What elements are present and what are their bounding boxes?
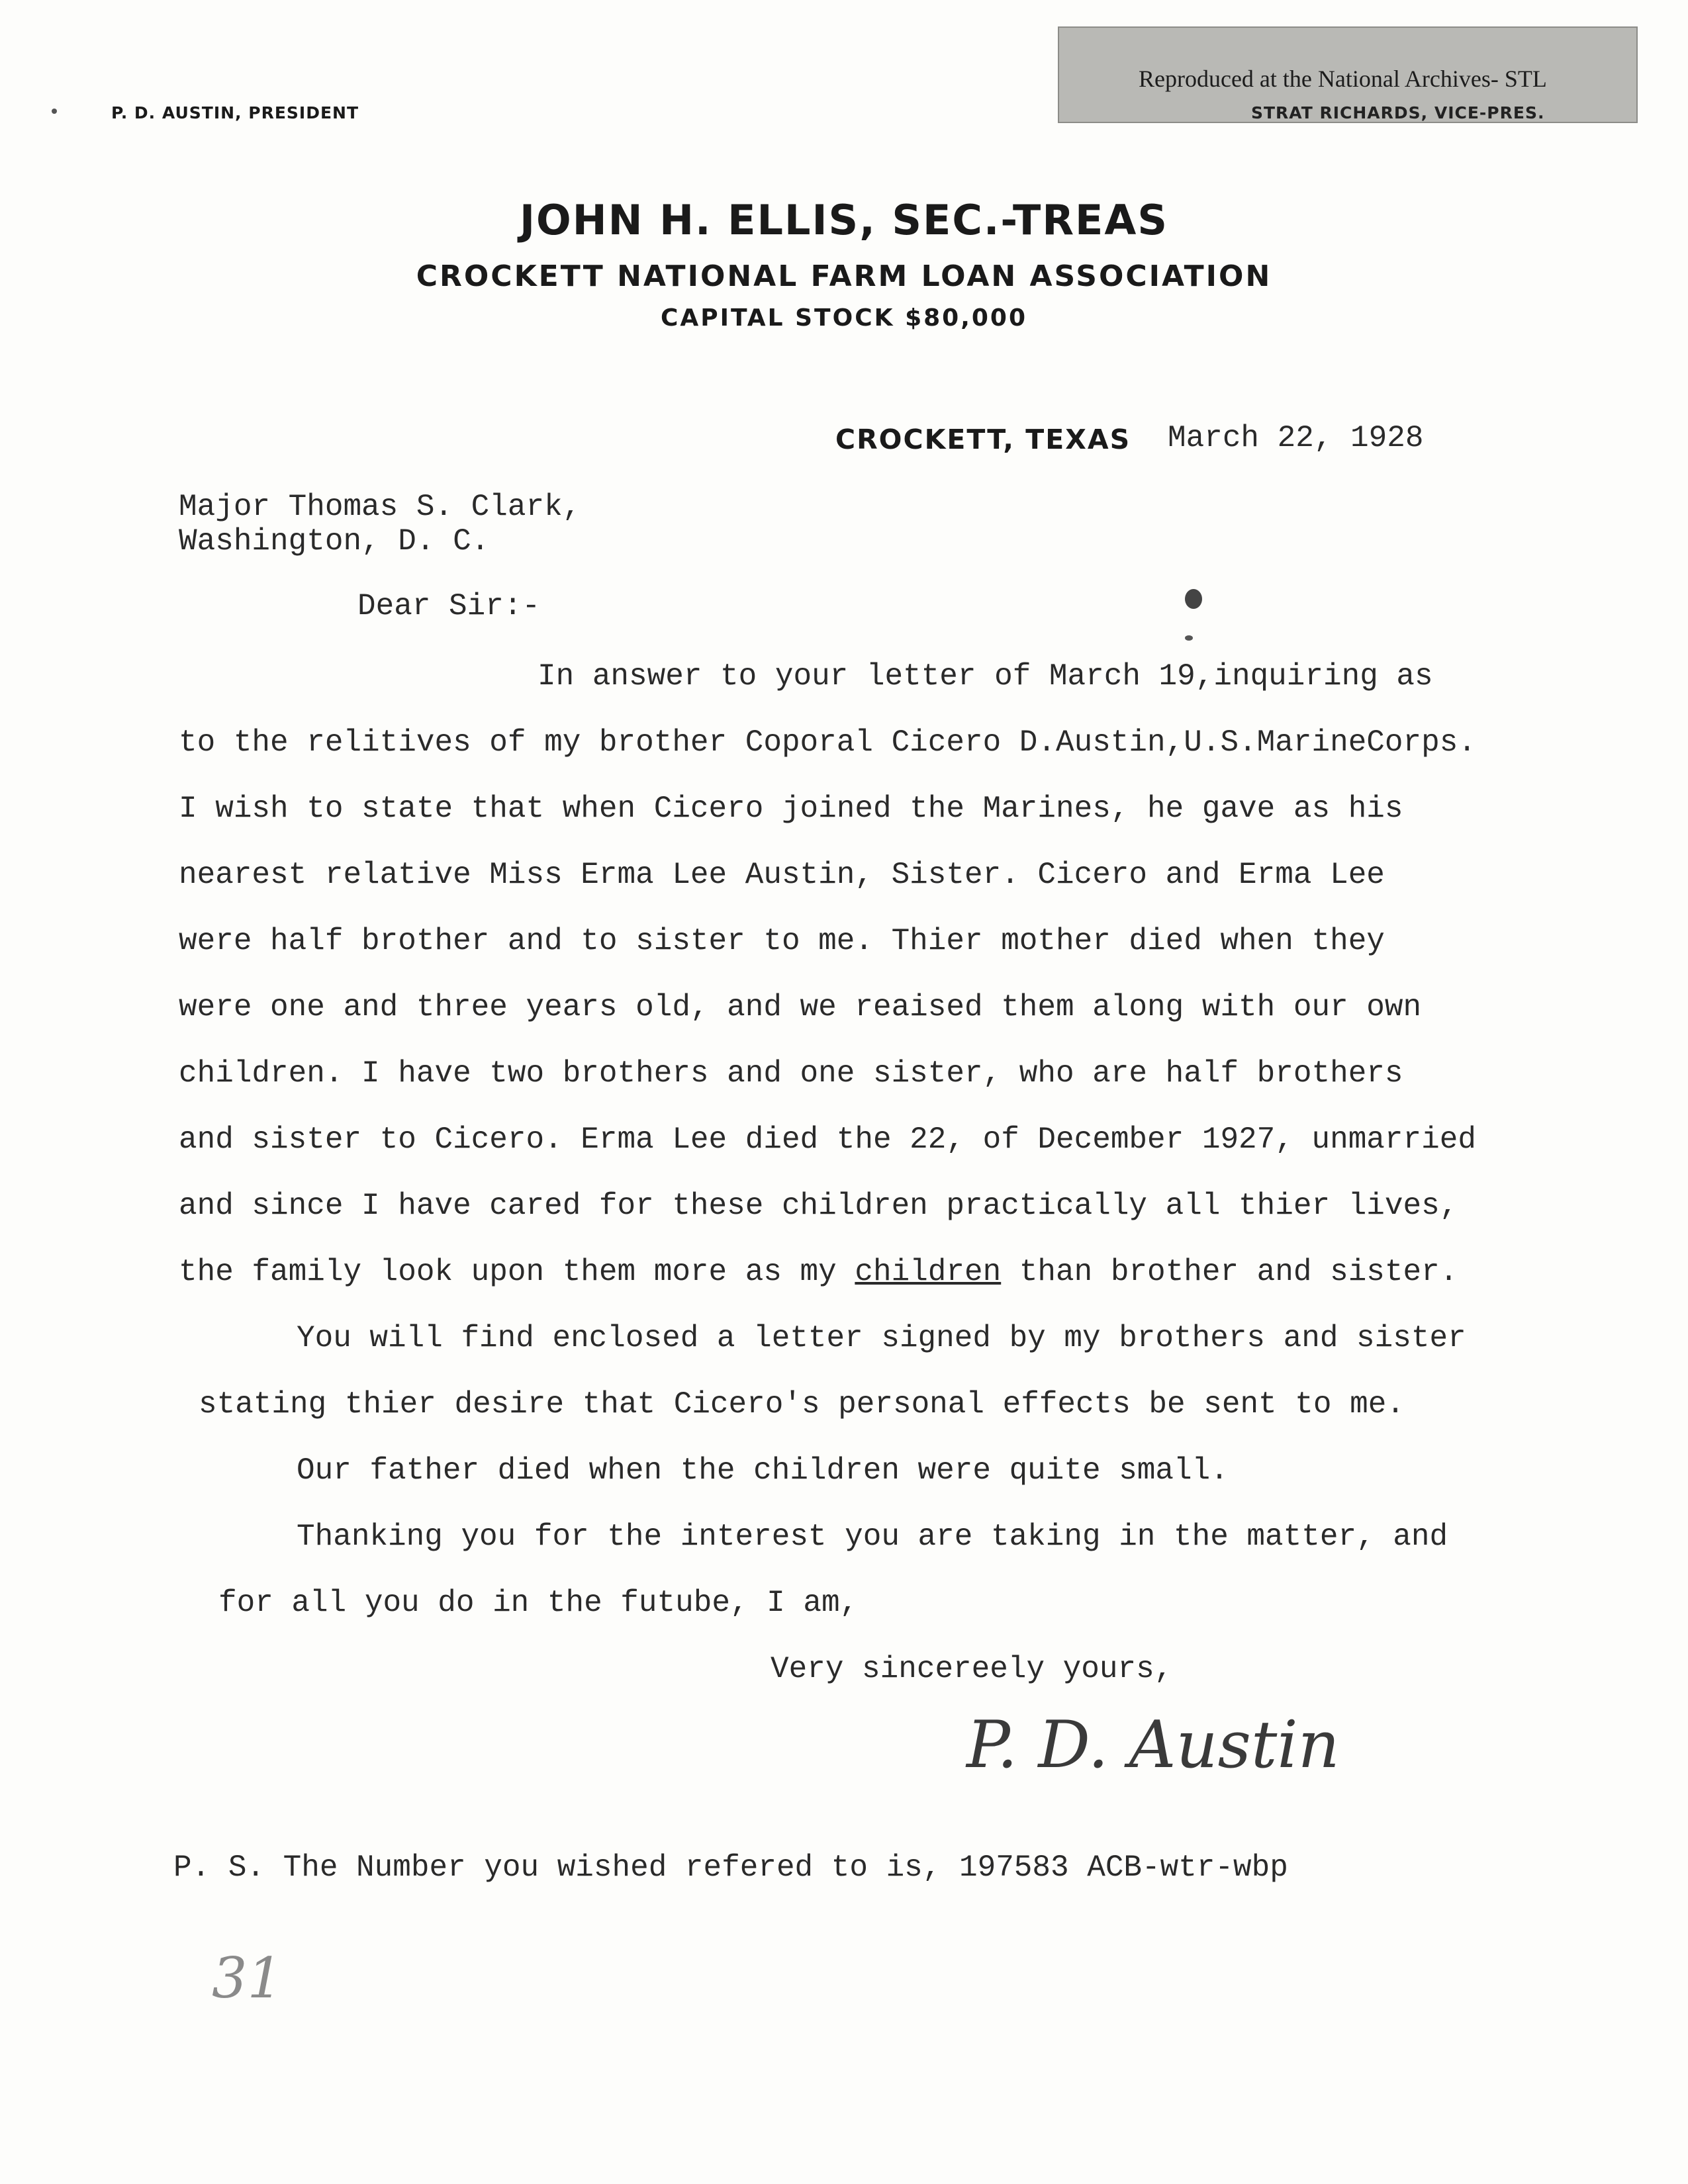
vice-president: STRAT RICHARDS, VICE-PRES. xyxy=(1251,103,1545,122)
letter-date: March 22, 1928 xyxy=(1168,421,1424,455)
president: P. D. AUSTIN, PRESIDENT xyxy=(111,103,359,122)
letterhead-capital: CAPITAL STOCK $80,000 xyxy=(660,304,1028,332)
archive-stamp: Reproduced at the National Archives- STL xyxy=(1139,66,1547,92)
body-line: nearest relative Miss Erma Lee Austin, Sister. Cicero and Erma Lee xyxy=(179,858,1385,892)
letterhead-city: CROCKETT, TEXAS xyxy=(835,424,1131,455)
letterhead-association: CROCKETT NATIONAL FARM LOAN ASSOCIATION xyxy=(416,259,1272,293)
ink-speck xyxy=(52,109,57,114)
body-line: for all you do in the futube, I am, xyxy=(218,1586,859,1620)
body-line: were half brother and to sister to me. Thier mother died when they xyxy=(179,924,1385,958)
body-line: Our father died when the children were quite small. xyxy=(297,1453,1229,1488)
ink-speck xyxy=(1185,635,1193,641)
recipient-city: Washington, D. C. xyxy=(179,524,490,559)
body-line: were one and three years old, and we reaised them along with our own xyxy=(179,990,1422,1024)
letterhead-name: JOHN H. ELLIS, SEC.-TREAS xyxy=(519,196,1169,244)
body-line xyxy=(179,1255,1458,1289)
body-line: In answer to your letter of March 19,inquiring as xyxy=(538,659,1433,694)
salutation: Dear Sir:- xyxy=(357,589,541,623)
body-line: children. I have two brothers and one sister, who are half brothers xyxy=(179,1056,1403,1091)
page-mark: 31 xyxy=(212,1946,283,2011)
underlined-word: children xyxy=(855,1255,1002,1289)
closing: Very sincereely yours, xyxy=(771,1652,1173,1686)
recipient-name: Major Thomas S. Clark, xyxy=(179,490,581,524)
body-line: and since I have cared for these children practically all thier lives, xyxy=(179,1189,1458,1223)
body-line: I wish to state that when Cicero joined the Marines, he gave as his xyxy=(179,792,1403,826)
body-line: You will find enclosed a letter signed by my brothers and sister xyxy=(297,1321,1466,1355)
postscript: P. S. The Number you wished refered to is, 197583 ACB-wtr-wbp xyxy=(173,1850,1288,1885)
signature: P. D. Austin xyxy=(966,1707,1340,1783)
body-line-text: the family look upon them more as my xyxy=(179,1255,855,1289)
body-line: and sister to Cicero. Erma Lee died the 22, of December 1927, unmarried xyxy=(179,1122,1476,1157)
body-line: to the relitives of my brother Coporal Cicero D.Austin,U.S.MarineCorps. xyxy=(179,725,1476,760)
body-line: Thanking you for the interest you are taking in the matter, and xyxy=(297,1520,1448,1554)
ink-speck xyxy=(1185,589,1202,609)
body-line-text: than brother and sister. xyxy=(1001,1255,1458,1289)
body-line: stating thier desire that Cicero's personal effects be sent to me. xyxy=(199,1387,1405,1422)
